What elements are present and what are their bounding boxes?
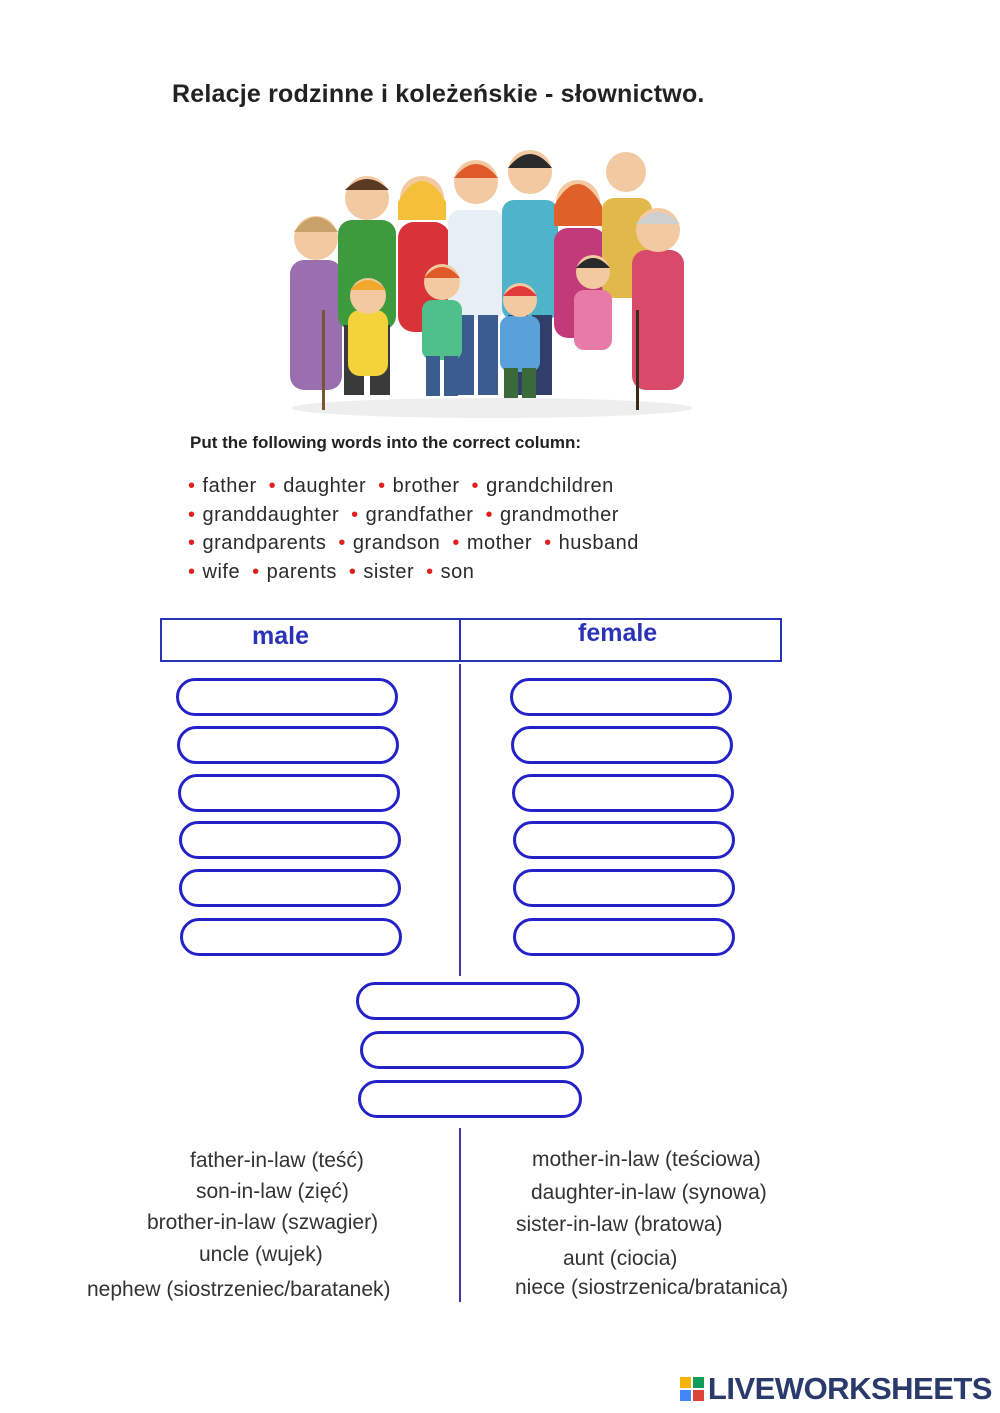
word-bank-item: father — [202, 475, 257, 497]
word-bank-item: grandmother — [499, 504, 619, 526]
grandmother-figure-right — [632, 208, 684, 410]
child-figure-girl-yellow — [348, 278, 388, 376]
male-answer-slot[interactable] — [179, 869, 401, 907]
bullet-icon: • — [188, 475, 196, 497]
child-figure-girl-pink — [574, 255, 612, 350]
word-bank-line — [188, 532, 651, 555]
female-answer-slot[interactable] — [511, 726, 733, 764]
column-divider-top — [459, 664, 461, 976]
female-answer-slot[interactable] — [512, 774, 734, 812]
female-answer-slot[interactable] — [513, 918, 735, 956]
vocab-female-item: sister-in-law (bratowa) — [516, 1213, 723, 1236]
male-answer-slot[interactable] — [178, 774, 400, 812]
both-answer-slot[interactable] — [356, 982, 580, 1020]
bullet-icon: • — [348, 561, 357, 583]
instruction-text: Put the following words into the correct column: — [190, 433, 581, 452]
bullet-icon: • — [351, 504, 359, 526]
vocab-female-item: daughter-in-law (synowa) — [531, 1181, 767, 1204]
family-illustration — [282, 140, 702, 420]
word-bank-item: grandparents — [202, 532, 327, 554]
word-bank-item: grandson — [352, 532, 441, 554]
vocab-female-item: mother-in-law (teściowa) — [532, 1148, 761, 1171]
word-bank-item: daughter — [283, 475, 367, 497]
page-title: Relacje rodzinne i koleżeńskie - słownictwo. — [172, 80, 705, 108]
word-bank-item: mother — [466, 532, 533, 554]
brand-name: LIVEWORKSHEETS — [707, 1371, 992, 1406]
column-header-male: male — [252, 622, 309, 650]
vocab-male-item: uncle (wujek) — [199, 1243, 323, 1266]
vocab-male-item: nephew (siostrzeniec/baratanek) — [87, 1278, 391, 1301]
bullet-icon: • — [471, 475, 480, 497]
bullet-icon: • — [188, 504, 196, 526]
word-bank-item: husband — [558, 532, 639, 554]
bullet-icon: • — [485, 504, 493, 526]
word-bank-item: grandfather — [365, 504, 474, 526]
vocab-female-item: niece (siostrzenica/bratanica) — [515, 1276, 789, 1299]
brand-mark-icon — [680, 1377, 704, 1401]
column-divider-bottom — [459, 1128, 461, 1302]
vocab-female-item: aunt (ciocia) — [563, 1247, 678, 1270]
both-answer-slot[interactable] — [360, 1031, 584, 1069]
column-header-divider — [459, 620, 461, 660]
bullet-icon: • — [544, 532, 552, 554]
male-answer-slot[interactable] — [180, 918, 402, 956]
word-bank-line — [188, 561, 486, 584]
both-answer-slot[interactable] — [358, 1080, 582, 1118]
bullet-icon: • — [268, 475, 277, 497]
word-bank-item: wife — [202, 561, 241, 583]
word-bank-line — [188, 504, 631, 527]
bullet-icon: • — [188, 561, 196, 583]
bullet-icon: • — [338, 532, 346, 554]
word-bank-item: granddaughter — [202, 504, 340, 526]
bullet-icon: • — [188, 532, 196, 554]
word-bank-item: grandchildren — [486, 475, 614, 497]
vocab-male-item: father-in-law (teść) — [190, 1149, 364, 1172]
bullet-icon: • — [452, 532, 460, 554]
column-header-female: female — [578, 619, 658, 647]
male-answer-slot[interactable] — [179, 821, 401, 859]
vocab-male-item: son-in-law (zięć) — [196, 1180, 349, 1203]
word-bank-item: sister — [363, 561, 415, 583]
bullet-icon: • — [378, 475, 386, 497]
male-answer-slot[interactable] — [176, 678, 398, 716]
bullet-icon: • — [252, 561, 260, 583]
male-answer-slot[interactable] — [177, 726, 399, 764]
child-figure-boy-green — [422, 264, 462, 396]
word-bank-item: brother — [392, 475, 460, 497]
bullet-icon: • — [426, 561, 434, 583]
grandmother-figure-left — [290, 216, 342, 410]
female-answer-slot[interactable] — [513, 821, 735, 859]
female-answer-slot[interactable] — [510, 678, 732, 716]
word-bank-line — [188, 475, 626, 498]
word-bank-item: son — [440, 561, 475, 583]
brand-logo — [680, 1371, 992, 1407]
female-answer-slot[interactable] — [513, 869, 735, 907]
word-bank-item: parents — [266, 561, 337, 583]
vocab-male-item: brother-in-law (szwagier) — [147, 1211, 379, 1234]
